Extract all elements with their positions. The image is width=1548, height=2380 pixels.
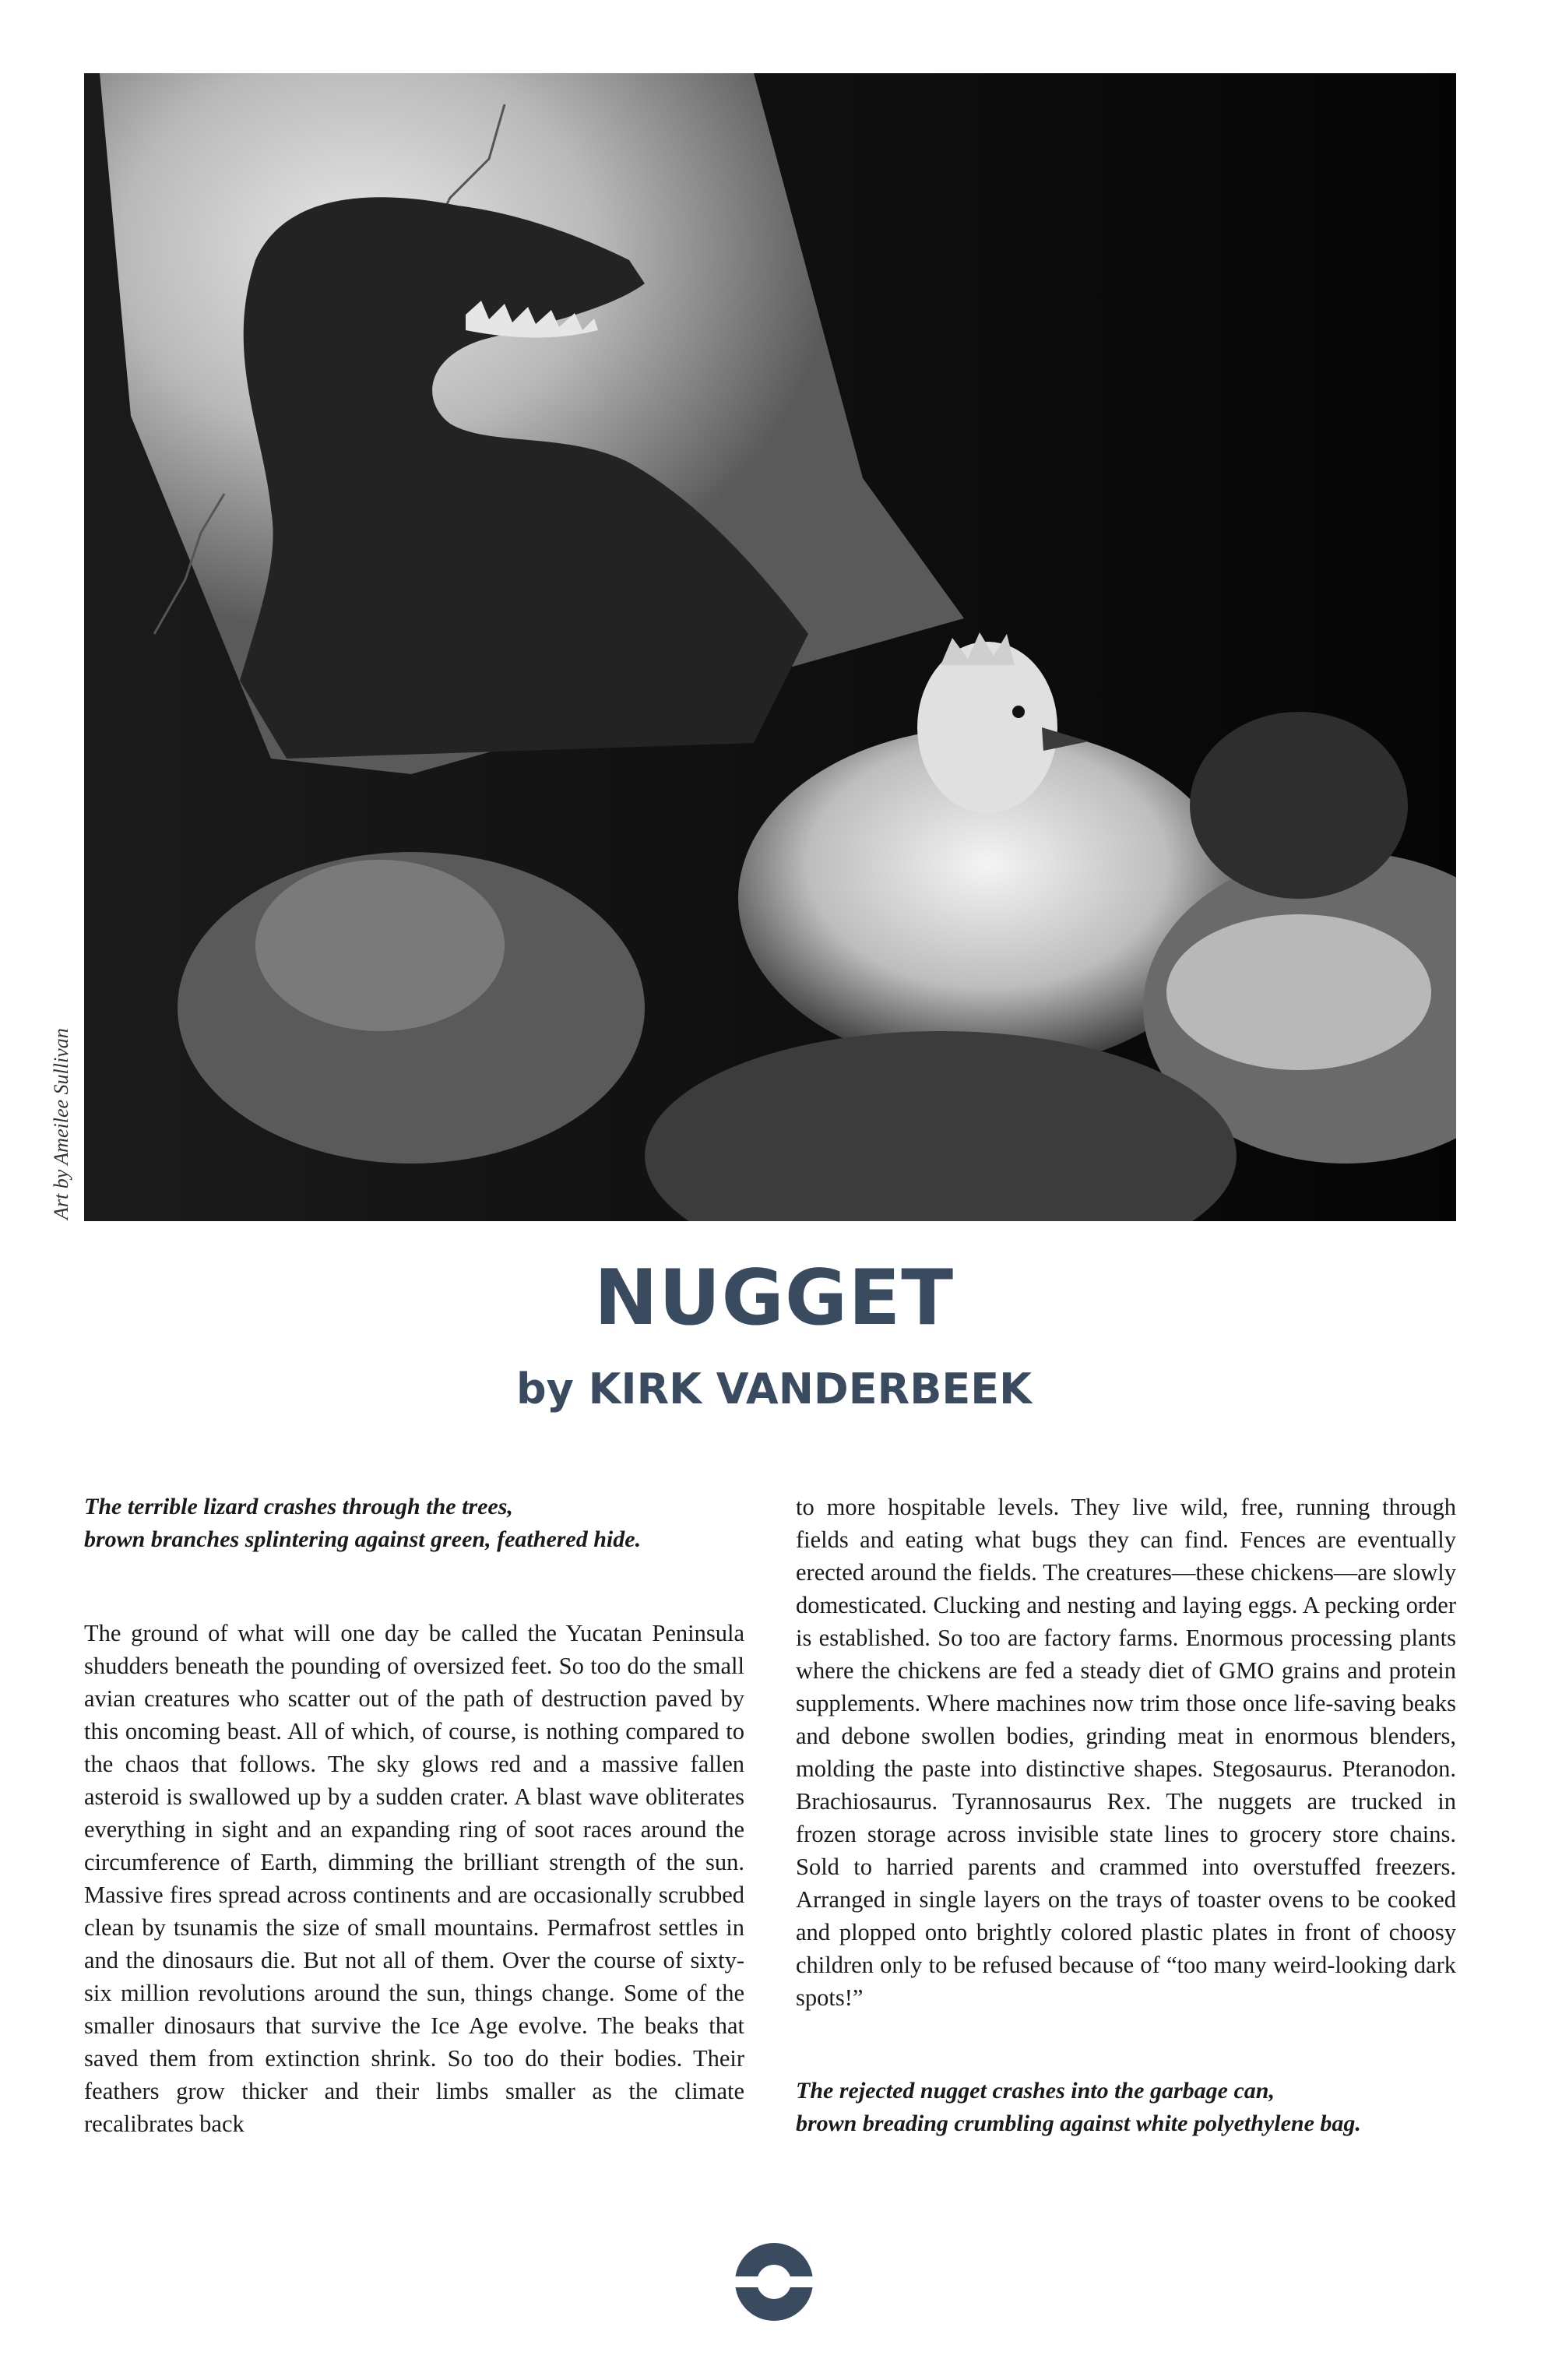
cover-illustration [84, 73, 1456, 1221]
epigraph-line: The terrible lizard crashes through the trees, [84, 1494, 513, 1519]
publication-logo-icon [735, 2243, 813, 2321]
body-paragraph-left: The ground of what will one day be called the Yucatan Peninsula shudders beneath the pounding of oversized feet. So too do the small avian creatures who scatter out of the path of destruction paved by this oncoming beast. All of which, of course, is nothing compared to the chaos that follows. The sky glows red and a massive fallen asteroid is swallowed up by a sudden crater. A blast wave obliterates everything in sight and an expanding ring of soot races around the circumference of Earth, dimming the brilliant strength of the sun. Massive fires spread across continents and are occasionally scrubbed clean by tsunamis the size of small mountains. Permafrost settles in and the dinosaurs die. But not all of them. Over the course of sixty-six million revolutions around the sun, things change. Some of the smaller dinosaurs that survive the Ice Age evolve. The beaks that saved them from extinction shrink. So too do their bodies. Their feathers grow thicker and their limbs smaller as the climate recalibrates back [84, 1620, 744, 2137]
art-credit: Art by Ameilee Sullivan [50, 1028, 72, 1220]
epigraph-line: brown breading crumbling against white polyethylene bag. [796, 2111, 1361, 2136]
body-paragraph-right: to more hospitable levels. They live wild, free, running through fields and eating what bugs they can find. Fences are eventually erected around the fields. The creatures—these chickens—are slowly domesticated. Clucking and nesting and laying eggs. A pecking order is established. So too are factory farms. Enormous processing plants where the chickens are fed a steady diet of GMO grains and protein supplements. Where machines now trim those once life-saving beaks and debone swollen bodies, grinding meat in enormous blenders, molding the paste into distinctive shapes. Stegosaurus. Pteranodon. Brachiosaurus. Tyrannosaurus Rex. The nuggets are trucked in frozen storage across invisible state lines to grocery store chains. Sold to harried parents and crammed into overstuffed freezers. Arranged in single layers on the trays of toaster ovens to be cooked and plopped onto brightly colored plastic plates in front of choosy children only to be refused because of “too many weird-looking dark spots!” [796, 1494, 1456, 2011]
article-title: NUGGET [593, 1254, 955, 1343]
closing-epigraph [796, 2075, 1456, 2140]
epigraph-line: brown branches splintering against green, feathered hide. [84, 1526, 642, 1552]
article-byline: by KIRK VANDERBEEK [515, 1364, 1032, 1414]
illustration-svg [84, 73, 1456, 1221]
left-column [84, 1491, 744, 2140]
right-column [796, 1491, 1456, 2140]
chicken-head [917, 642, 1057, 813]
opening-epigraph [84, 1491, 744, 1556]
epigraph-line: The rejected nugget crashes into the garbage can, [796, 2078, 1275, 2104]
